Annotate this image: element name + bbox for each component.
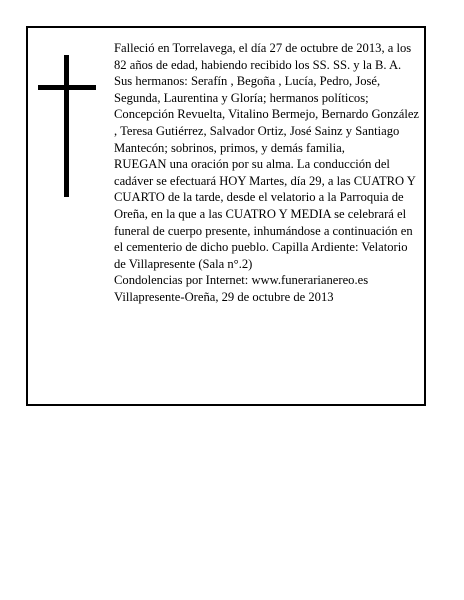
death-announcement-paragraph: Falleció en Torrelavega, el día 27 de octubre de 2013, a los 82 años de edad, habiendo recibido los SS. SS. y la B. A.	[114, 41, 412, 72]
family-members-paragraph: Sus hermanos: Serafín , Begoña , Lucía, Pedro, José, Segunda, Laurentina y Gloría; hermanos políticos; Concepción Revuelta, Vitalino Bermejo, Bernardo González , Teresa Gutiérrez, Salvador Ortiz, José Sainz y Santiago Mantecón; sobrinos, primos, y demás familia,	[114, 74, 420, 155]
condolences-line: Condolencias por Internet: www.funerarianereo.es	[114, 273, 369, 288]
cross-vertical-bar	[64, 55, 69, 197]
obituary-text	[114, 40, 420, 306]
funeral-details-paragraph: RUEGAN una oración por su alma. La conducción del cadáver se efectuará HOY Martes, día 29, a las CUATRO Y CUARTO de la tarde, desde el velatorio a la Parroquia de Oreña, en la que a las CUATRO Y MEDIA se celebrará el funeral de cuerpo presente, inhumándose a continuación en el cementerio de dicho pueblo. Capilla Ardiente: Velatorio de Villapresente (Sala n°.2)	[114, 157, 416, 271]
cross-horizontal-bar	[38, 85, 96, 90]
place-date-line: Villapresente-Oreña, 29 de octubre de 2013	[114, 289, 334, 304]
